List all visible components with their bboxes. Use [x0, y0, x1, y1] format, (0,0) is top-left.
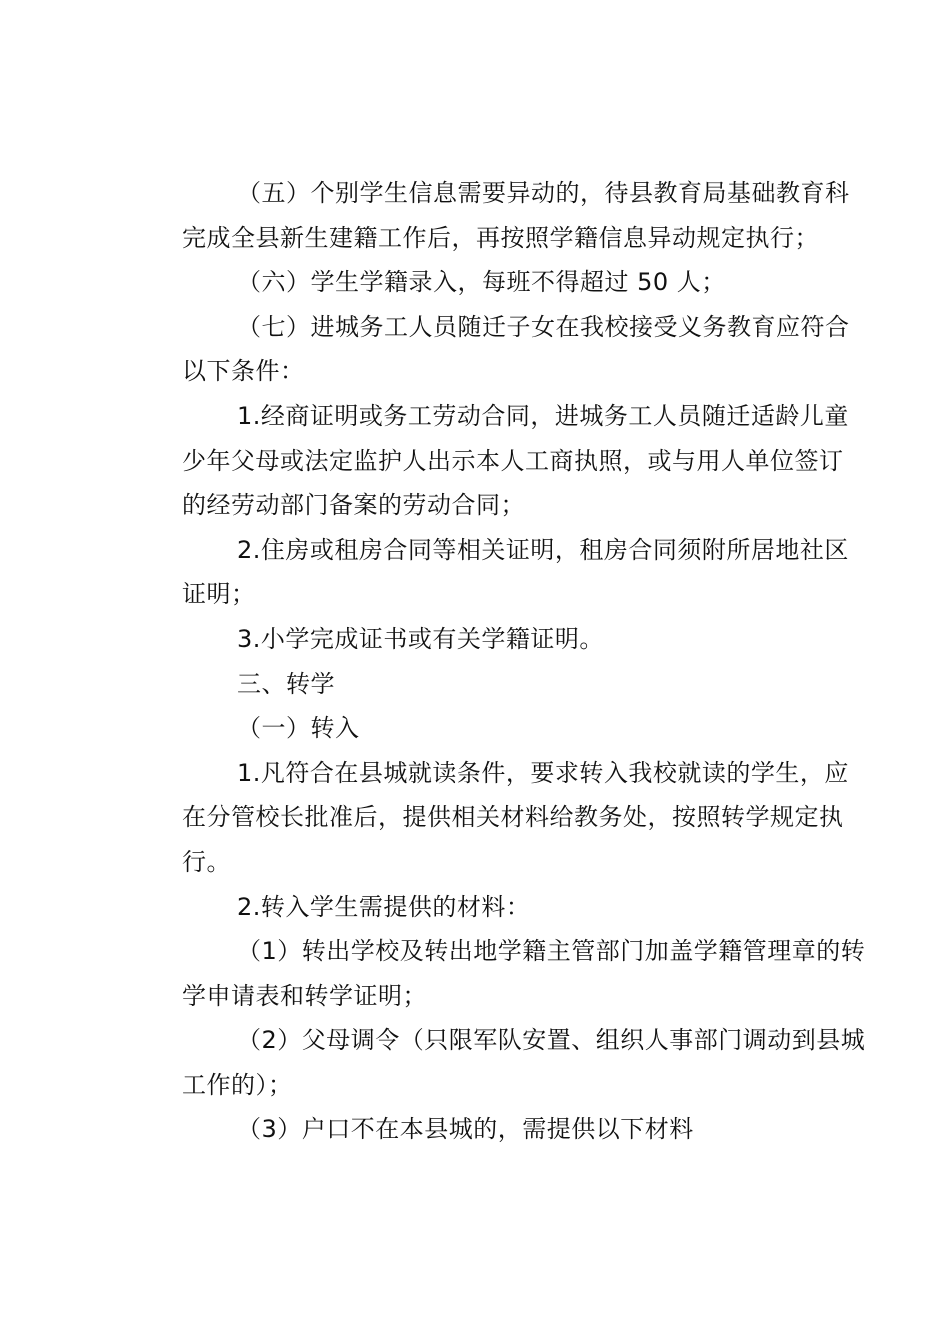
paragraph-7 [127, 305, 850, 394]
text-line: 1.凡符合在县城就读条件，要求转入我校就读的学生，应 [237, 758, 849, 787]
text-line: （五）个别学生信息需要异动的，待县教育局基础教育科 [237, 179, 850, 207]
paragraph-material-1 [127, 929, 866, 1018]
paragraph-5 [127, 171, 850, 260]
text-line: 以下条件： [182, 357, 305, 386]
text-line: 2.住房或租房合同等相关证明，租房合同须附所居地社区 [237, 535, 849, 564]
subsection-heading-transfer-in [127, 706, 837, 751]
text-line: （3）户口不在本县城的，需提供以下材料 [237, 1115, 694, 1144]
text-line: 1.经商证明或务工劳动合同，进城务工人员随迁适龄儿童 [237, 401, 849, 430]
text-line: （2）父母调令（只限军队安置、组织人事部门调动到县城 [237, 1026, 866, 1055]
section-heading-transfer [127, 662, 837, 707]
text-line: 3.小学完成证书或有关学籍证明。 [237, 624, 604, 653]
paragraph-material-3 [127, 1107, 837, 1152]
text-line: 行。 [182, 847, 231, 876]
paragraph-condition-2 [127, 528, 849, 617]
text-line: 完成全县新生建籍工作后，再按照学籍信息异动规定执行； [182, 223, 819, 252]
text-line: 工作的）； [182, 1070, 293, 1099]
text-line: 少年父母或法定监护人出示本人工商执照，或与用人单位签订 [182, 446, 844, 475]
text-line: （一）转入 [237, 714, 360, 743]
paragraph-6 [127, 260, 837, 305]
paragraph-transfer-2 [127, 885, 837, 930]
paragraph-transfer-1 [127, 751, 849, 885]
text-line: （1）转出学校及转出地学籍主管部门加盖学籍管理章的转 [237, 937, 866, 966]
paragraph-material-2 [127, 1018, 866, 1107]
text-line: （六）学生学籍录入，每班不得超过 50 人； [237, 268, 726, 297]
text-line: 三、转学 [237, 669, 335, 698]
text-line: 学申请表和转学证明； [182, 981, 427, 1010]
text-line: （七）进城务工人员随迁子女在我校接受义务教育应符合 [237, 312, 850, 341]
text-line: 证明； [182, 580, 256, 609]
document-body [127, 171, 866, 1152]
text-line: 在分管校长批准后，提供相关材料给教务处，按照转学规定执 [182, 803, 844, 832]
paragraph-condition-3 [127, 617, 837, 662]
text-line: 2.转入学生需提供的材料： [237, 892, 531, 921]
text-line: 的经劳动部门备案的劳动合同； [182, 491, 525, 520]
paragraph-condition-1 [127, 394, 849, 528]
